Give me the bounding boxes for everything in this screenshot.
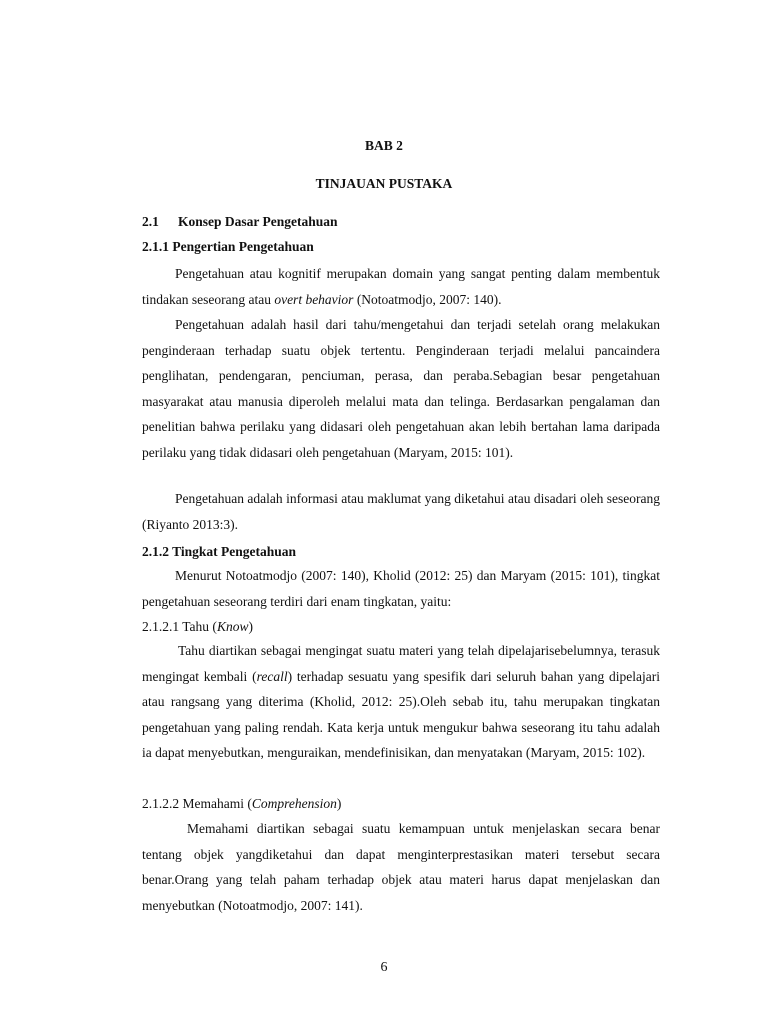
section-heading-2-1-2: 2.1.2 Tingkat Pengetahuan [142,544,297,559]
chapter-title: TINJAUAN PUSTAKA [315,176,453,191]
paragraph-5-text: Tahu diartikan sebagai mengingat suatu materi yang telah dipelajarisebelumnya, terasuk mengingat kembali ( [142,643,660,684]
subsection-heading-2-1-2-2 [142,796,341,812]
subsection-label: 2.1.2.1 Tahu ( [142,619,217,634]
subsection-heading-2-1-2-1 [142,619,253,635]
section-heading-2-1-1: 2.1.1 Pengertian Pengetahuan [142,239,314,254]
subsection-label-end: ) [248,619,253,634]
paragraph-1 [142,261,660,312]
paragraph-5-emphasis: recall [256,668,288,684]
paragraph-5 [142,638,660,766]
paragraph-6: Memahami diartikan sebagai suatu kemampuan untuk menjelaskan secara benar tentang objek yangdiketahui dan dapat menginterprestasikan materi tersebut secara benar.Orang yang telah paham terhadap objek atau materi harus dapat menjelaskan dan menyebutkan (Notoatmodjo, 2007: 141). [142,821,660,913]
page-number: 6 [380,960,388,975]
subsection-label-end: ) [336,796,342,811]
subsection-term: Comprehension [251,796,337,811]
paragraph-4: Menurut Notoatmodjo (2007: 140), Kholid (2012: 25) dan Maryam (2015: 101), tingkat pengetahuan seseorang terdiri dari enam tingkatan, yaitu: [142,568,660,609]
paragraph-1-emphasis: overt behavior [274,291,354,307]
paragraph-2: Pengetahuan adalah hasil dari tahu/mengetahui dan terjadi setelah orang melakukan penginderaan terhadap suatu objek tertentu. Penginderaan terjadi melalui pancaindera penglihatan, pendengaran, penciuman, perasa, dan peraba.Sebagian besar pengetahuan masyarakat atau manusia diperoleh melalui mata dan telinga. Berdasarkan pengalaman dan penelitian bahwa perilaku yang didasari oleh pengetahuan akan lebih bertahan lama daripada perilaku yang tidak didasari oleh pengetahuan (Maryam, 2015: 101). [142,317,660,460]
paragraph-1-text: Pengetahuan atau kognitif merupakan domain yang sangat penting dalam membentuk tindakan seseorang atau [142,266,660,307]
chapter-heading: BAB 2 [365,138,403,153]
subsection-term: Know [216,619,249,634]
paragraph-1-text-end: (Notoatmodjo, 2007: 140). [353,291,502,307]
subsection-label: 2.1.2.2 Memahami ( [142,796,252,811]
paragraph-3: Pengetahuan adalah informasi atau maklumat yang diketahui atau disadari oleh seseorang (Riyanto 2013:3). [142,491,660,532]
section-heading-2-1 [142,214,338,230]
paragraph-5-text-end: ) terhadap sesuatu yang spesifik dari seluruh bahan yang dipelajari atau rangsang yang diterima (Kholid, 2012: 25).Oleh sebab itu, tahu merupakan tingkatan pengetahuan yang paling rendah. Kata kerja untuk mengukur bahwa seseorang itu tahu adalah ia dapat menyebutkan, menguraikan, mendefinisikan, dan menyatakan (Maryam, 2015: 102). [142,668,660,760]
section-number: 2.1 [142,214,159,229]
section-title: Konsep Dasar Pengetahuan [178,214,338,229]
